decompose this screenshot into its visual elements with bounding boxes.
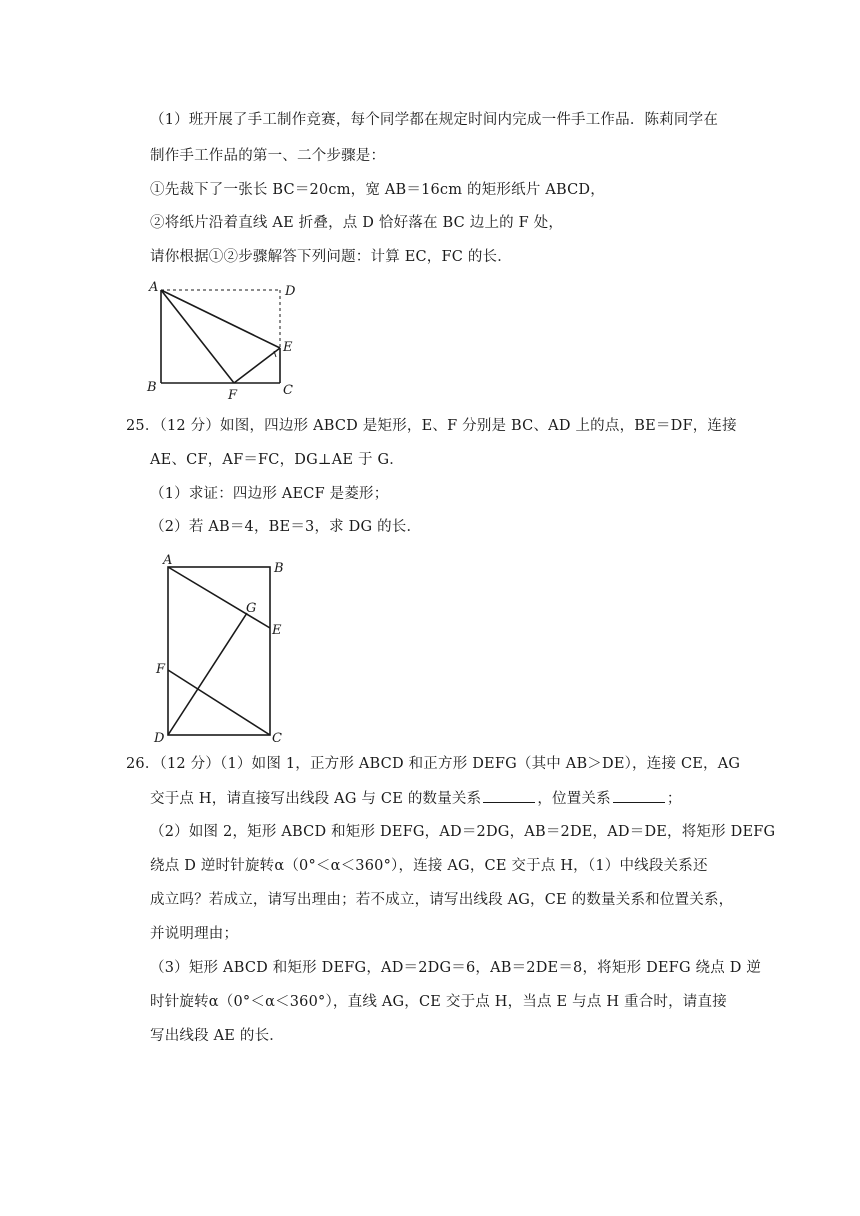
p24-line-1: （1）班开展了手工制作竞赛，每个同学都在规定时间内完成一件手工作品．陈莉同学在 [150,112,719,128]
p24-label-d: D [285,284,296,299]
p24-line-af [161,290,234,383]
p26-line-1: 26．（12 分）（1）如图 1，正方形 ABCD 和正方形 DEFG（其中 AB＞DE），连接 CE，AG [126,756,741,772]
p24-line-ae [161,290,280,348]
p25-figure [145,550,295,745]
p24-line-5: 请你根据①②步骤解答下列问题：计算 EC，FC 的长． [150,249,512,265]
p26-line-8: 时针旋转α（0°＜α＜360°），直线 AG，CE 交于点 H，当点 E 与点 H 重合时，请直接 [150,994,727,1010]
p24-label-e: E [283,340,293,355]
p26-line-2-part-c: ； [666,791,682,807]
p26-line-2 [150,788,682,809]
p25-line-1: 25．（12 分）如图，四边形 ABCD 是矩形，E、F 分别是 BC、AD 上的点，BE＝DF，连接 [126,418,737,434]
p24-line-3: ①先裁下了一张长 BC＝20cm，宽 AB＝16cm 的矩形纸片 ABCD， [150,182,605,198]
p25-label-d: D [154,731,165,745]
p25-line-ae [168,567,270,628]
p25-rectangle-abcd [168,567,270,735]
p26-line-6: 并说明理由； [150,926,239,942]
p25-line-3: （1）求证：四边形 AECF 是菱形； [150,486,389,502]
p24-label-c: C [283,383,293,398]
answer-blank-quantity [483,788,535,803]
p25-label-a: A [163,553,173,568]
p26-line-4: 绕点 D 逆时针旋转α（0°＜α＜360°），连接 AG，CE 交于点 H，（1）中线段关系还 [150,858,708,874]
p24-label-b: B [147,380,157,395]
p25-line-fc [168,670,270,735]
p25-label-e: E [272,623,282,638]
p25-line-2: AE、CF，AF＝FC，DG⊥AE 于 G． [150,452,405,468]
p24-line-4: ②将纸片沿着直线 AE 折叠，点 D 恰好落在 BC 边上的 F 处， [150,215,564,231]
p25-label-b: B [274,561,284,576]
p26-line-7: （3）矩形 ABCD 和矩形 DEFG，AD＝2DG＝6，AB＝2DE＝8，将矩形 DEFG 绕点 D 逆 [150,960,762,976]
p24-line-fe [234,348,280,383]
p26-line-5: 成立吗？若成立，请写出理由；若不成立，请写出线段 AG，CE 的数量关系和位置关系， [150,892,734,908]
p25-label-c: C [272,731,282,745]
answer-blank-position [613,788,665,803]
p25-label-g: G [246,601,257,616]
p24-label-a: A [149,280,159,295]
p26-line-2-part-b: ，位置关系 [537,791,611,807]
p26-line-3: （2）如图 2，矩形 ABCD 和矩形 DEFG，AD＝2DG，AB＝2DE，AD＝DE，将矩形 DEFG [150,824,776,840]
p24-figure [140,278,310,403]
p24-line-2: 制作手工作品的第一、二个步骤是： [150,148,386,164]
p24-label-f: F [228,388,238,403]
p25-label-f: F [156,662,166,677]
p26-line-9: 写出线段 AE 的长． [150,1028,284,1044]
p26-line-2-part-a: 交于点 H，请直接写出线段 AG 与 CE 的数量关系 [150,791,482,807]
p25-line-4: （2）若 AB＝4，BE＝3，求 DG 的长． [150,519,422,535]
p25-line-dg [168,613,247,735]
